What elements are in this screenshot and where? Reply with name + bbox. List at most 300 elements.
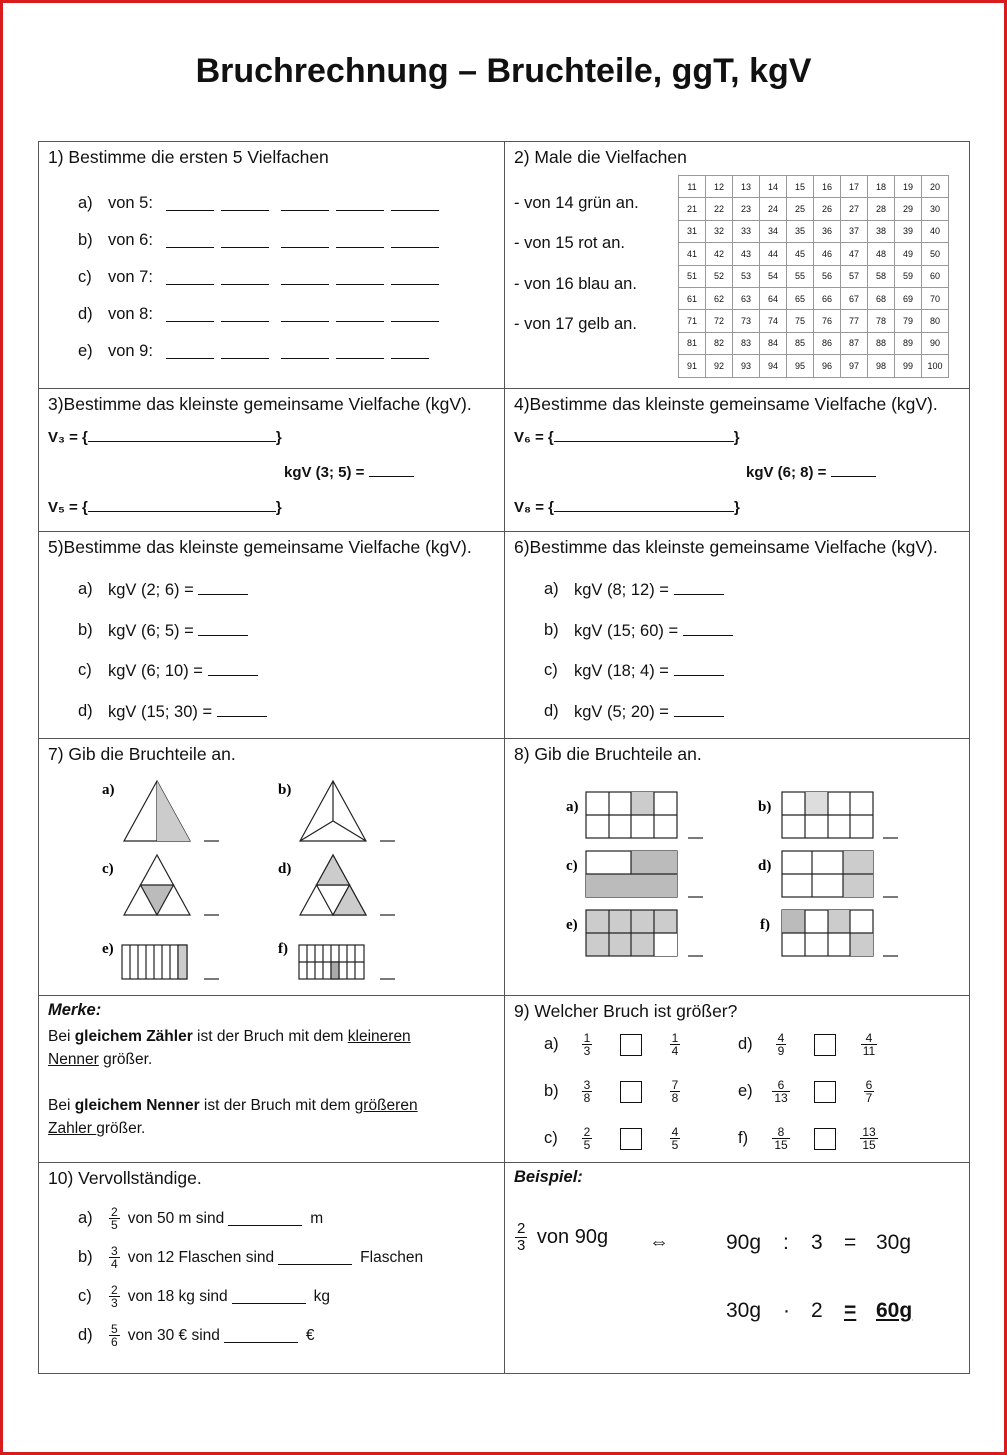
numerator: 2 — [111, 1205, 118, 1219]
text-bold: gleichem Nenner — [74, 1097, 200, 1114]
task-9 — [505, 996, 970, 1163]
answer-blank[interactable] — [224, 1328, 298, 1343]
fraction — [109, 1245, 120, 1270]
comparison-item — [738, 1032, 884, 1057]
task-2-heading: 2) Male die Vielfachen — [514, 147, 687, 167]
task-7-figures — [39, 769, 505, 989]
grid-cell[interactable]: 18 — [868, 176, 895, 198]
grid-cell[interactable]: 50 — [922, 243, 949, 265]
answer-blank[interactable] — [281, 344, 329, 359]
denominator: 11 — [862, 1044, 876, 1058]
shaded-part — [782, 910, 805, 933]
answer-blank[interactable] — [674, 661, 724, 676]
grid-cell[interactable]: 99 — [895, 355, 922, 377]
set-close: } — [275, 499, 282, 516]
answer-blank[interactable] — [208, 661, 258, 676]
answer-blank[interactable] — [166, 344, 214, 359]
shaded-part — [805, 792, 828, 815]
grid-cell[interactable]: 29 — [895, 198, 922, 220]
grid-cell[interactable]: 45 — [787, 243, 814, 265]
shaded-part — [631, 792, 654, 815]
answer-blank[interactable] — [281, 307, 329, 322]
task-8-figures — [505, 769, 970, 989]
grid-cell[interactable]: 14 — [760, 176, 787, 198]
question-text: kgV (8; 12) = — [574, 581, 669, 599]
grid-cell[interactable]: 97 — [841, 355, 868, 377]
numerator: 4 — [777, 1031, 785, 1045]
grid-cell[interactable]: 88 — [868, 332, 895, 354]
grid-cell[interactable]: 46 — [814, 243, 841, 265]
comparison-checkbox[interactable] — [814, 1034, 836, 1056]
text: ist der Bruch mit dem — [199, 1097, 355, 1114]
answer-blank[interactable] — [336, 270, 384, 285]
fraction — [664, 1126, 686, 1151]
text-underlined: Zahler — [48, 1120, 97, 1137]
kgv-question — [108, 621, 248, 641]
numerator: 3 — [111, 1244, 118, 1258]
fraction — [858, 1079, 880, 1104]
fraction — [770, 1032, 792, 1057]
grid-cell[interactable]: 61 — [679, 287, 706, 309]
beispiel-line-1 — [511, 1221, 608, 1254]
grid-cell[interactable]: 63 — [733, 287, 760, 309]
grid-cell[interactable]: 37 — [841, 220, 868, 242]
shaded-part — [141, 885, 174, 915]
grid-cell[interactable]: 16 — [814, 176, 841, 198]
grid-cell[interactable]: 66 — [814, 287, 841, 309]
kgv-question — [574, 661, 724, 681]
numerator: 7 — [671, 1078, 679, 1092]
grid-cell[interactable]: 69 — [895, 287, 922, 309]
comparison-checkbox[interactable] — [620, 1034, 642, 1056]
unshaded-part — [654, 933, 677, 956]
answer-blank[interactable] — [88, 497, 276, 512]
grid-cell[interactable]: 78 — [868, 310, 895, 332]
denominator: 15 — [774, 1138, 788, 1152]
fraction — [576, 1126, 598, 1151]
calc-value: 2 — [811, 1299, 823, 1322]
item-label: von 9: — [108, 342, 153, 360]
grid-cell[interactable]: 32 — [706, 220, 733, 242]
answer-blank[interactable] — [336, 344, 384, 359]
grid-cell[interactable]: 53 — [733, 265, 760, 287]
text-underlined: größeren — [354, 1097, 418, 1114]
beispiel-title: Beispiel: — [514, 1168, 583, 1186]
numerator: 13 — [862, 1125, 876, 1139]
question-text: kgV (18; 4) = — [574, 662, 669, 680]
comparison-checkbox[interactable] — [620, 1081, 642, 1103]
grid-cell[interactable]: 49 — [895, 243, 922, 265]
grid-cell[interactable]: 91 — [679, 355, 706, 377]
grid-row — [679, 332, 949, 354]
calc-value: 30g — [726, 1299, 762, 1322]
comparison-item — [544, 1079, 690, 1104]
shaded-part — [333, 885, 366, 915]
equivalence-arrow-icon: ⇔ — [649, 1231, 669, 1253]
numerator: 2 — [583, 1125, 591, 1139]
item-label: von 6: — [108, 231, 153, 249]
grid-cell[interactable]: 48 — [868, 243, 895, 265]
comparison-item — [544, 1032, 690, 1057]
grid-cell[interactable]: 27 — [841, 198, 868, 220]
denominator: 7 — [865, 1091, 873, 1105]
task-2-item: - von 14 grün an. — [514, 194, 639, 212]
grid-cell[interactable]: 22 — [706, 198, 733, 220]
calc-result: 30g — [876, 1231, 912, 1254]
grid-cell[interactable]: 56 — [814, 265, 841, 287]
grid-cell[interactable]: 68 — [868, 287, 895, 309]
fraction — [664, 1079, 686, 1104]
grid-cell[interactable]: 11 — [679, 176, 706, 198]
grid-cell[interactable]: 64 — [760, 287, 787, 309]
grid-cell[interactable]: 12 — [706, 176, 733, 198]
text: größer. — [98, 1051, 153, 1068]
answer-blank[interactable] — [336, 196, 384, 211]
answer-blank[interactable] — [554, 427, 734, 442]
grid-cell[interactable]: 57 — [841, 265, 868, 287]
figure-label: b) — [278, 782, 292, 798]
page-title: Bruchrechnung – Bruchteile, ggT, kgV — [195, 52, 812, 90]
grid-cell[interactable]: 28 — [868, 198, 895, 220]
grid-cell[interactable]: 38 — [868, 220, 895, 242]
merke-rule-2 — [48, 1094, 468, 1140]
grid-cell[interactable]: 86 — [814, 332, 841, 354]
grid-cell[interactable]: 17 — [841, 176, 868, 198]
grid-cell[interactable]: 72 — [706, 310, 733, 332]
denominator: 5 — [671, 1138, 679, 1152]
answer-blank[interactable] — [281, 270, 329, 285]
shaded-part — [178, 945, 187, 979]
answer-blank[interactable] — [391, 233, 439, 248]
task-7 — [39, 739, 505, 996]
grid-cell[interactable]: 82 — [706, 332, 733, 354]
kgv-question — [574, 621, 733, 641]
answer-blank[interactable] — [674, 702, 724, 717]
grid-cell[interactable]: 87 — [841, 332, 868, 354]
answer-blank[interactable] — [281, 233, 329, 248]
answer-blank[interactable] — [369, 462, 414, 477]
numerator: 6 — [777, 1078, 785, 1092]
unit-text: € — [305, 1326, 315, 1344]
grid-cell[interactable]: 20 — [922, 176, 949, 198]
grid-cell[interactable]: 96 — [814, 355, 841, 377]
kgv-label: kgV (6; 8) = — [746, 464, 831, 481]
grid-cell[interactable]: 74 — [760, 310, 787, 332]
answer-blank[interactable] — [221, 270, 269, 285]
task-10-heading: 10) Vervollständige. — [48, 1168, 202, 1188]
grid-row — [679, 220, 949, 242]
set-v3-label: V₃ = { — [48, 429, 88, 446]
task-6 — [505, 532, 970, 739]
figure-label: d) — [758, 858, 772, 874]
grid-cell[interactable]: 51 — [679, 265, 706, 287]
figure-label: c) — [102, 861, 114, 877]
task-3 — [39, 389, 505, 532]
fraction — [576, 1032, 598, 1057]
grid-cell[interactable]: 65 — [787, 287, 814, 309]
grid-cell[interactable]: 43 — [733, 243, 760, 265]
grid-cell[interactable]: 21 — [679, 198, 706, 220]
figure-label: f) — [760, 917, 770, 933]
unit-text: Flaschen — [360, 1248, 424, 1266]
grid-cell[interactable]: 41 — [679, 243, 706, 265]
figure-label: a) — [566, 799, 579, 815]
item-letter: e) — [78, 342, 93, 360]
grid-cell[interactable]: 55 — [787, 265, 814, 287]
answer-blank[interactable] — [674, 580, 724, 595]
grid-cell[interactable]: 85 — [787, 332, 814, 354]
grid-cell[interactable]: 36 — [814, 220, 841, 242]
answer-blank[interactable] — [554, 497, 734, 512]
grid-cell[interactable]: 34 — [760, 220, 787, 242]
denominator: 6 — [111, 1335, 118, 1349]
task-9-heading: 9) Welcher Bruch ist größer? — [514, 1001, 738, 1021]
comparison-checkbox[interactable] — [814, 1081, 836, 1103]
denominator: 9 — [777, 1044, 785, 1058]
numerator: 4 — [865, 1031, 873, 1045]
grid-cell[interactable]: 42 — [706, 243, 733, 265]
fraction — [858, 1126, 880, 1151]
grid-cell[interactable]: 90 — [922, 332, 949, 354]
grid-cell[interactable]: 75 — [787, 310, 814, 332]
denominator: 13 — [774, 1091, 788, 1105]
answer-blank[interactable] — [228, 1211, 302, 1226]
question-text: von 18 kg sind — [127, 1287, 228, 1305]
text: größer. — [96, 1120, 146, 1137]
task-8-heading: 8) Gib die Bruchteile an. — [514, 744, 702, 764]
question-text: kgV (5; 20) = — [574, 702, 669, 721]
kgv-6-8 — [746, 462, 876, 481]
item-letter: a) — [78, 580, 93, 598]
grid-cell[interactable]: 93 — [733, 355, 760, 377]
item-letter: b) — [544, 620, 559, 639]
item-letter: d) — [78, 701, 93, 720]
answer-blank[interactable] — [221, 196, 269, 211]
fraction — [770, 1126, 792, 1151]
grid-cell[interactable]: 100 — [922, 355, 949, 377]
grid-cell[interactable]: 70 — [922, 287, 949, 309]
task-4-heading: 4)Bestimme das kleinste gemeinsame Vielfache (kgV). — [514, 394, 938, 414]
question-text: von 50 m sind — [127, 1209, 225, 1227]
grid-row — [679, 243, 949, 265]
calc-operator: = — [844, 1231, 857, 1254]
answer-blank[interactable] — [166, 307, 214, 322]
text: Bei — [48, 1028, 75, 1045]
grid-cell[interactable]: 23 — [733, 198, 760, 220]
calc-operator: : — [783, 1231, 789, 1254]
grid-cell[interactable]: 25 — [787, 198, 814, 220]
answer-blank[interactable] — [221, 344, 269, 359]
answer-blank[interactable] — [683, 621, 733, 636]
grid-cell[interactable]: 83 — [733, 332, 760, 354]
grid-cell[interactable]: 76 — [814, 310, 841, 332]
set-close: } — [733, 429, 740, 446]
fraction — [770, 1079, 792, 1104]
kgv-question — [108, 702, 267, 722]
kgv-question — [108, 661, 258, 681]
grid-cell[interactable]: 94 — [760, 355, 787, 377]
text: Bei — [48, 1097, 75, 1114]
numerator: 4 — [671, 1125, 679, 1139]
item-letter: b) — [544, 1082, 559, 1100]
answer-blank[interactable] — [198, 580, 248, 595]
grid-cell[interactable]: 80 — [922, 310, 949, 332]
answer-blank[interactable] — [391, 196, 439, 211]
question-text: kgV (15; 60) = — [574, 621, 679, 640]
grid-cell[interactable]: 71 — [679, 310, 706, 332]
set-v3 — [48, 427, 282, 446]
grid-cell[interactable]: 15 — [787, 176, 814, 198]
item-letter: a) — [544, 580, 559, 598]
grid-cell[interactable]: 39 — [895, 220, 922, 242]
grid-cell[interactable]: 67 — [841, 287, 868, 309]
grid-cell[interactable]: 92 — [706, 355, 733, 377]
grid-cell[interactable]: 52 — [706, 265, 733, 287]
grid-row — [679, 265, 949, 287]
grid-cell[interactable]: 95 — [787, 355, 814, 377]
fraction — [109, 1206, 120, 1231]
fraction — [109, 1284, 120, 1309]
grid-cell[interactable]: 30 — [922, 198, 949, 220]
grid-cell[interactable]: 81 — [679, 332, 706, 354]
grid-cell[interactable]: 33 — [733, 220, 760, 242]
answer-blank[interactable] — [336, 233, 384, 248]
item-letter: c) — [78, 661, 92, 679]
figure-label: f) — [278, 941, 288, 957]
task-2 — [505, 142, 970, 389]
denominator: 8 — [671, 1091, 679, 1105]
answer-blank[interactable] — [88, 427, 276, 442]
item-letter: c) — [544, 661, 558, 679]
set-v6-label: V₆ = { — [514, 429, 554, 446]
grid-cell[interactable]: 89 — [895, 332, 922, 354]
grid-cell[interactable]: 58 — [868, 265, 895, 287]
grid-cell[interactable]: 98 — [868, 355, 895, 377]
fraction-question — [105, 1206, 323, 1231]
comparison-checkbox[interactable] — [620, 1128, 642, 1150]
question-text: kgV (6; 10) = — [108, 662, 203, 680]
grid-cell[interactable]: 47 — [841, 243, 868, 265]
item-letter: c) — [78, 1287, 92, 1305]
grid-row — [679, 198, 949, 220]
item-letter: a) — [544, 1035, 559, 1053]
comparison-checkbox[interactable] — [814, 1128, 836, 1150]
numerator: 2 — [111, 1283, 118, 1297]
answer-blank[interactable] — [166, 233, 214, 248]
figure-label: e) — [566, 917, 578, 933]
fraction — [515, 1221, 527, 1254]
task-2-item: - von 17 gelb an. — [514, 315, 637, 333]
grid-cell[interactable]: 19 — [895, 176, 922, 198]
fraction-question — [105, 1284, 330, 1309]
task-8 — [505, 739, 970, 996]
text-bold: gleichem Zähler — [74, 1028, 193, 1045]
answer-blank[interactable] — [217, 702, 267, 717]
item-letter: c) — [544, 1129, 558, 1147]
numerator: 8 — [777, 1125, 785, 1139]
set-close: } — [275, 429, 282, 446]
answer-blank[interactable] — [336, 307, 384, 322]
kgv-3-5 — [284, 462, 414, 481]
example-text: von 90g — [536, 1225, 609, 1248]
kgv-question — [574, 580, 724, 600]
grid-cell[interactable]: 54 — [760, 265, 787, 287]
item-letter: d) — [78, 305, 93, 323]
item-letter: d) — [78, 1326, 93, 1344]
question-text: kgV (2; 6) = — [108, 581, 194, 599]
grid-cell[interactable]: 26 — [814, 198, 841, 220]
grid-cell[interactable]: 13 — [733, 176, 760, 198]
shaded-part — [850, 933, 873, 956]
numerator: 1 — [583, 1031, 591, 1045]
item-letter: c) — [78, 268, 92, 286]
answer-blank[interactable] — [221, 233, 269, 248]
figure-label: e) — [102, 941, 114, 957]
calc-value: 3 — [811, 1231, 823, 1254]
hundred-grid — [678, 175, 949, 378]
grid-cell[interactable]: 73 — [733, 310, 760, 332]
fraction-question — [105, 1245, 423, 1270]
grid-cell[interactable]: 40 — [922, 220, 949, 242]
task-2-item: - von 16 blau an. — [514, 275, 637, 293]
numerator: 3 — [583, 1078, 591, 1092]
set-v5 — [48, 497, 282, 516]
answer-blank[interactable] — [281, 196, 329, 211]
merke-box — [39, 996, 505, 1163]
grid-cell[interactable]: 60 — [922, 265, 949, 287]
task-2-item: - von 15 rot an. — [514, 234, 625, 252]
grid-cell[interactable]: 24 — [760, 198, 787, 220]
denominator: 3 — [583, 1044, 591, 1058]
grid-cell[interactable]: 77 — [841, 310, 868, 332]
task-6-heading: 6)Bestimme das kleinste gemeinsame Vielfache (kgV). — [514, 537, 938, 557]
item-label: von 5: — [108, 194, 153, 212]
answer-blank[interactable] — [198, 621, 248, 636]
answer-blank[interactable] — [166, 270, 214, 285]
answer-blank[interactable] — [391, 307, 439, 322]
rectangle-divider — [586, 792, 677, 838]
item-letter: a) — [78, 1209, 93, 1227]
answer-blank[interactable] — [831, 462, 876, 477]
text-underlined: Nenner — [48, 1051, 99, 1068]
answer-blank[interactable] — [391, 270, 439, 285]
answer-blank[interactable] — [278, 1250, 352, 1265]
answer-blank[interactable] — [221, 307, 269, 322]
set-close: } — [733, 499, 740, 516]
grid-cell[interactable]: 84 — [760, 332, 787, 354]
grid-row — [679, 310, 949, 332]
set-v8-label: V₈ = { — [514, 499, 554, 516]
grid-cell[interactable]: 31 — [679, 220, 706, 242]
grid-cell[interactable]: 44 — [760, 243, 787, 265]
answer-blank[interactable] — [166, 196, 214, 211]
grid-cell[interactable]: 62 — [706, 287, 733, 309]
task-3-heading: 3)Bestimme das kleinste gemeinsame Vielfache (kgV). — [48, 394, 472, 414]
answer-blank[interactable] — [391, 344, 429, 359]
numerator: 1 — [671, 1031, 679, 1045]
fraction — [664, 1032, 686, 1057]
grid-cell[interactable]: 35 — [787, 220, 814, 242]
numerator: 2 — [517, 1220, 526, 1237]
denominator: 5 — [111, 1218, 118, 1232]
question-text: kgV (15; 30) = — [108, 702, 213, 721]
fraction — [576, 1079, 598, 1104]
task-1 — [39, 142, 505, 389]
answer-blank[interactable] — [232, 1289, 306, 1304]
grid-cell[interactable]: 59 — [895, 265, 922, 287]
question-text: von 12 Flaschen sind — [127, 1248, 275, 1266]
grid-cell[interactable]: 79 — [895, 310, 922, 332]
